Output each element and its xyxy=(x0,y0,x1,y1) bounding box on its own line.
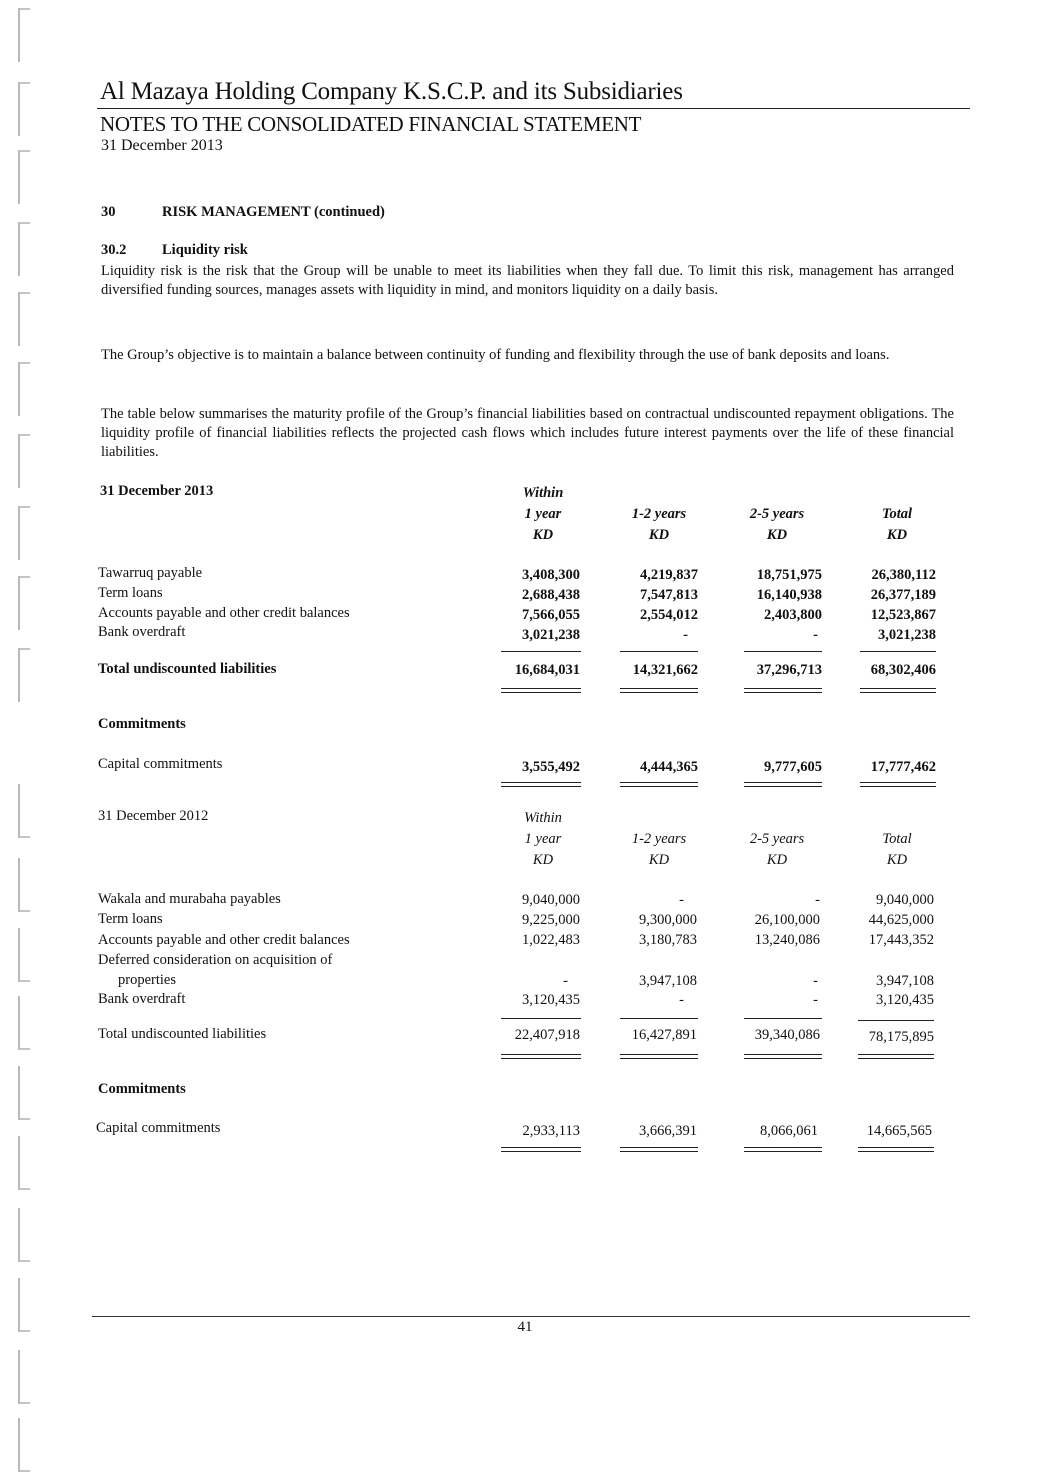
binder-edge-marks xyxy=(14,0,44,1471)
col-header-within-1-year: Within 1 year KD xyxy=(522,485,564,543)
paragraph-table-summary: The table below summarises the maturity profile of the Group’s financial liabilities based on contractual undiscounted repayment obligations. The liquidity profile of financial liabilities reflects the projected cash flows which includes future interest payments over the life of these financial liabilities. xyxy=(101,406,954,460)
commitments-double-rule xyxy=(620,1147,698,1152)
commitments-heading: Commitments xyxy=(98,716,186,732)
total-double-rule xyxy=(858,1054,934,1059)
col-header-2-5-years: 2-5 years KD xyxy=(749,506,805,543)
total-double-rule xyxy=(620,688,698,693)
paragraph-objective: The Group’s objective is to maintain a balance between continuity of funding and flexibility through the use of bank deposits and loans. xyxy=(101,347,890,363)
subtotal-rule xyxy=(620,651,698,652)
page-number: 41 xyxy=(517,1319,533,1335)
col-header-1-2-years: 1-2 years KD xyxy=(631,506,687,543)
footer-rule xyxy=(92,1316,970,1317)
col-header-total: Total KD xyxy=(881,506,913,543)
col-header-total: Total KD xyxy=(882,831,912,868)
paragraph-liquidity-risk: Liquidity risk is the risk that the Group will be unable to meet its liabilities when they fall due. To limit this risk, management has arranged diversified funding sources, manages assets with liquidity in mind, and monitors liquidity on a daily basis. xyxy=(101,263,954,298)
total-double-rule xyxy=(744,1054,822,1059)
subtotal-rule xyxy=(744,1018,822,1019)
commitments-heading: Commitments xyxy=(98,1081,186,1097)
commitments-double-rule xyxy=(501,1147,581,1152)
company-name: Al Mazaya Holding Company K.S.C.P. and its Subsidiaries xyxy=(100,78,683,105)
total-double-rule xyxy=(860,688,936,693)
commitments-double-rule xyxy=(860,782,936,787)
subsection-number: 30.2 xyxy=(101,242,127,258)
total-double-rule xyxy=(620,1054,698,1059)
section-title: RISK MANAGEMENT (continued) xyxy=(162,204,385,220)
total-double-rule xyxy=(744,688,822,693)
subtotal-rule xyxy=(860,651,936,652)
col-header-2-5-years: 2-5 years KD xyxy=(749,831,805,868)
table-2013-label: 31 December 2013 xyxy=(100,483,214,499)
table-2012-label: 31 December 2012 xyxy=(98,808,209,824)
subtotal-rule xyxy=(501,651,581,652)
notes-title: NOTES TO THE CONSOLIDATED FINANCIAL STATEMENT xyxy=(100,112,642,136)
commitments-double-rule xyxy=(501,782,581,787)
commitments-double-rule xyxy=(858,1147,934,1152)
commitments-double-rule xyxy=(744,782,822,787)
col-header-1-2-years: 1-2 years KD xyxy=(631,831,687,868)
subtotal-rule xyxy=(858,1020,934,1021)
section-number: 30 xyxy=(101,204,116,220)
subtotal-rule xyxy=(744,651,822,652)
total-double-rule xyxy=(501,688,581,693)
subtotal-rule xyxy=(620,1018,698,1019)
statement-date: 31 December 2013 xyxy=(101,137,223,154)
header-rule xyxy=(97,108,970,109)
commitments-double-rule xyxy=(744,1147,822,1152)
subtotal-rule xyxy=(501,1018,581,1019)
total-double-rule xyxy=(501,1054,581,1059)
subsection-title: Liquidity risk xyxy=(162,242,248,258)
col-header-within-1-year: Within 1 year KD xyxy=(524,810,562,868)
commitments-double-rule xyxy=(620,782,698,787)
